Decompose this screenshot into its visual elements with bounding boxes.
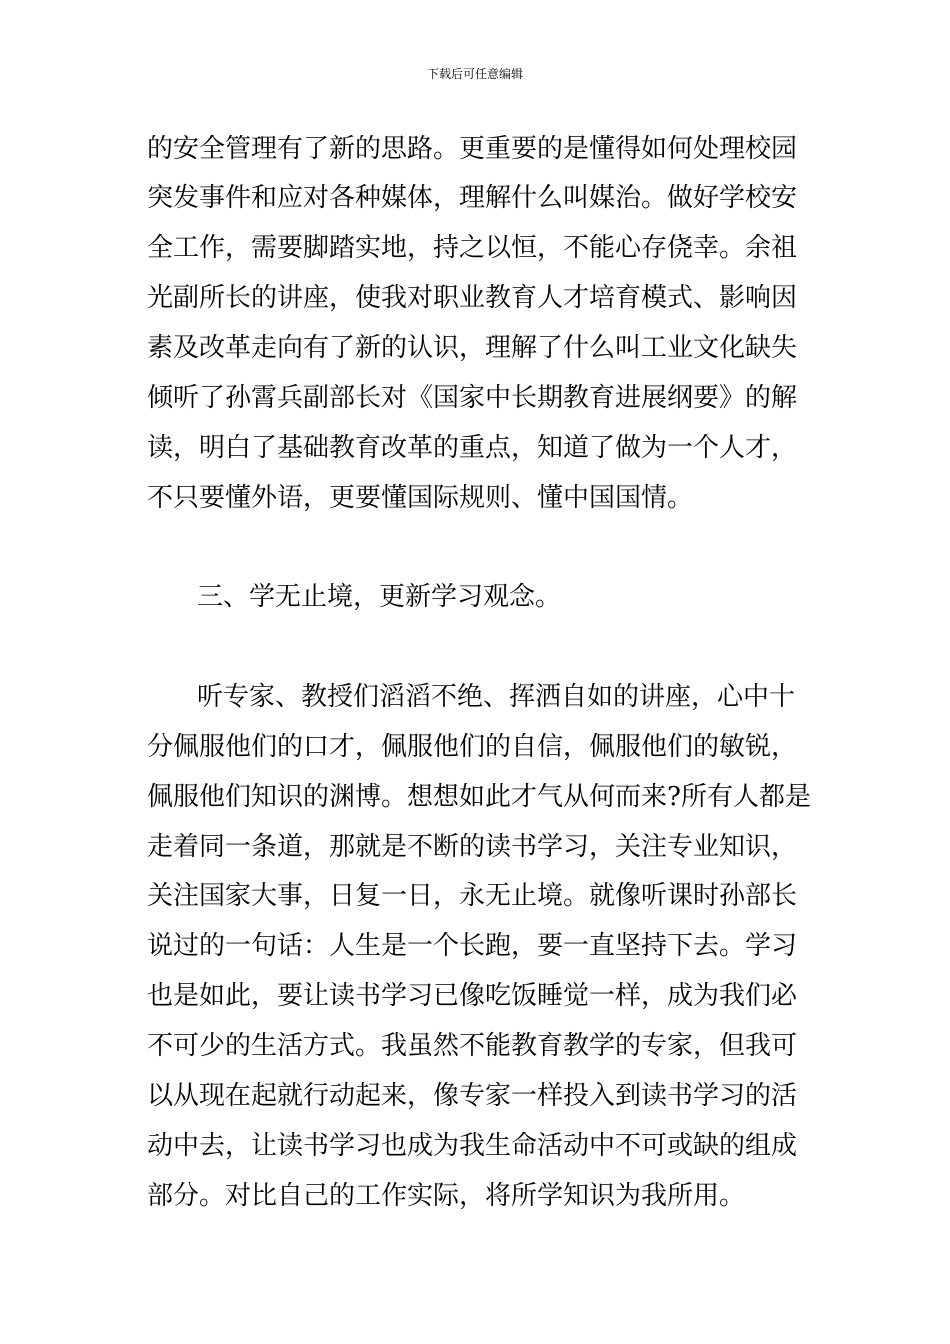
paragraph-line: 走着同一条道，那就是不断的读书学习，关注专业知识，	[147, 832, 798, 862]
paragraph-line: 分佩服他们的口才，佩服他们的自信，佩服他们的敏锐，	[147, 732, 798, 762]
paragraph-line: 说过的一句话：人生是一个长跑，要一直坚持下去。学习	[147, 931, 798, 961]
paragraph-line: 动中去，让读书学习也成为我生命活动中不可或缺的组成	[147, 1131, 798, 1161]
paragraph-line: 也是如此，要让读书学习已像吃饭睡觉一样，成为我们必	[147, 981, 798, 1011]
paragraph-line: 全工作，需要脚踏实地，持之以恒，不能心存侥幸。余祖	[147, 233, 798, 263]
paragraph-line: 不只要懂外语，更要懂国际规则、懂中国国情。	[147, 483, 694, 513]
paragraph-line: 以从现在起就行动起来，像专家一样投入到读书学习的活	[147, 1081, 798, 1111]
paragraph-line: 倾听了孙霄兵副部长对《国家中长期教育进展纲要》的解	[147, 383, 798, 413]
page-header: 下载后可任意编辑	[426, 67, 523, 81]
paragraph-line: 的安全管理有了新的思路。更重要的是懂得如何处理校园	[147, 134, 798, 164]
paragraph-line: 读，明白了基础教育改革的重点，知道了做为一个人才，	[147, 433, 798, 463]
section-heading: 三、学无止境，更新学习观念。	[197, 582, 562, 612]
paragraph-line: 听专家、教授们滔滔不绝、挥洒自如的讲座，心中十	[197, 682, 796, 712]
paragraph-line: 不可少的生活方式。我虽然不能教育教学的专家，但我可	[147, 1031, 798, 1061]
paragraph-line: 关注国家大事，日复一日，永无止境。就像听课时孙部长	[147, 881, 798, 911]
paragraph-line: 突发事件和应对各种媒体，理解什么叫媒治。做好学校安	[147, 183, 798, 213]
paragraph-line: 素及改革走向有了新的认识，理解了什么叫工业文化缺失	[147, 333, 798, 363]
paragraph-line: 部分。对比自己的工作实际，将所学知识为我所用。	[147, 1181, 746, 1211]
paragraph-line: 佩服他们知识的渊博。想想如此才气从何而来?所有人都是	[147, 782, 811, 812]
paragraph-line: 光副所长的讲座，使我对职业教育人才培育模式、影响因	[147, 283, 798, 313]
